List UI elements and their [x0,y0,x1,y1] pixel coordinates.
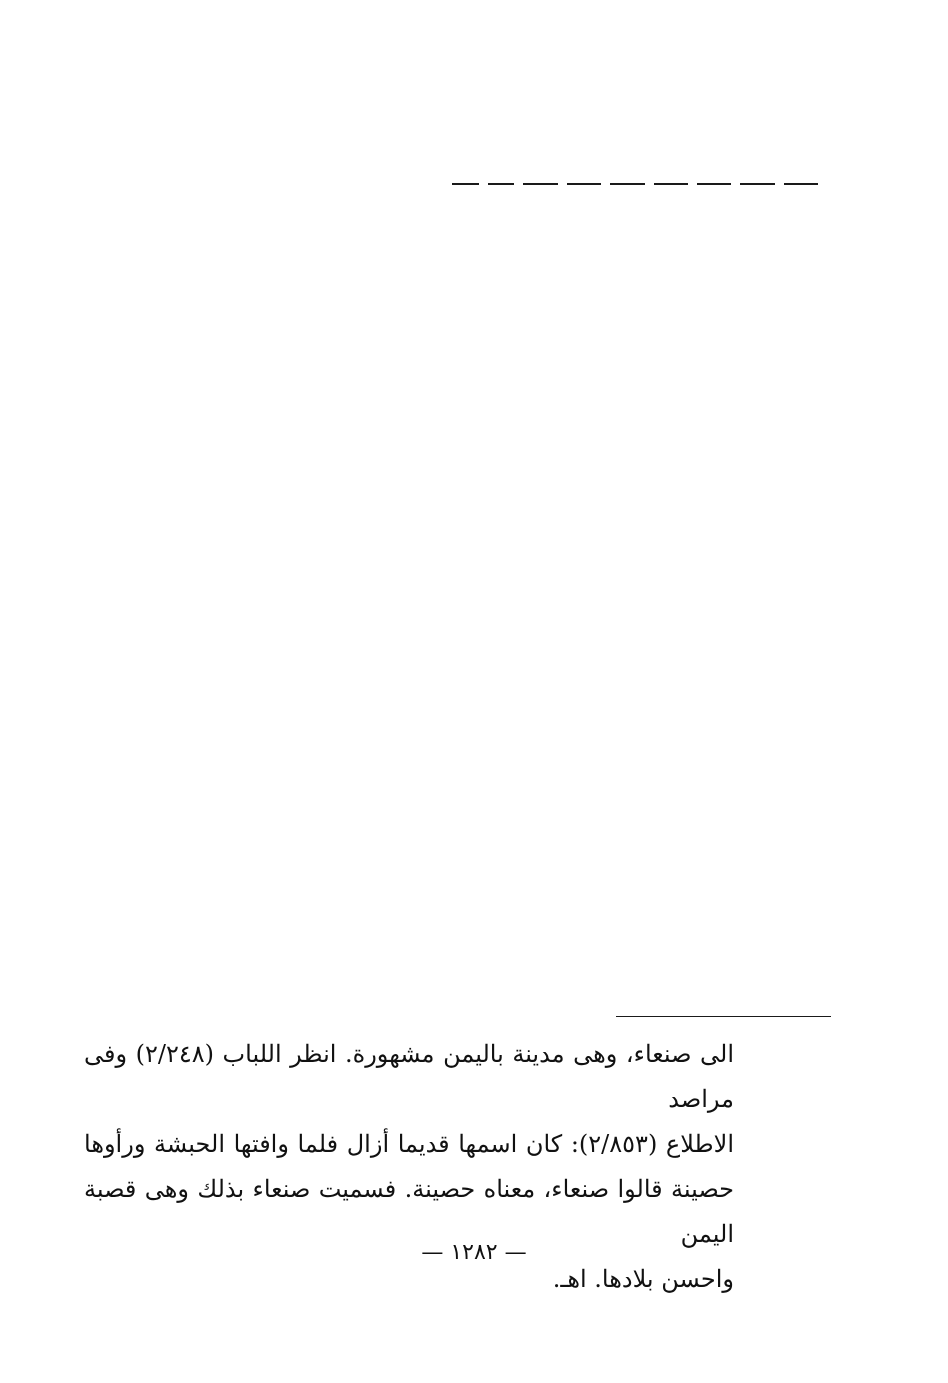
separator-dash [654,183,688,185]
footnote-line: حصينة قالوا صنعاء، معناه حصينة. فسميت صنعاء بذلك وهى قصبة اليمن [84,1175,734,1248]
separator-dash [697,183,731,185]
footnote-line: الى صنعاء، وهى مدينة باليمن مشهورة. انظر اللباب (٢/٢٤٨) وفى مراصد [84,1040,734,1113]
separator-dash [610,183,644,185]
page-number: — ١٢٨٢ — [421,1240,527,1265]
separator-dash [452,183,479,185]
separator-dash [567,183,601,185]
separator-dash [740,183,774,185]
dashed-separator [452,181,818,187]
footnote-line: الاطلاع (٢/٨٥٣): كان اسمها قديما أزال فلما وافتها الحبشة ورأوها [84,1130,734,1158]
separator-dash [488,183,515,185]
separator-dash [523,183,557,185]
footnote-line: واحسن بلادها. اهـ. [552,1265,734,1293]
footnote-rule [616,1016,831,1017]
separator-dash [784,183,818,185]
